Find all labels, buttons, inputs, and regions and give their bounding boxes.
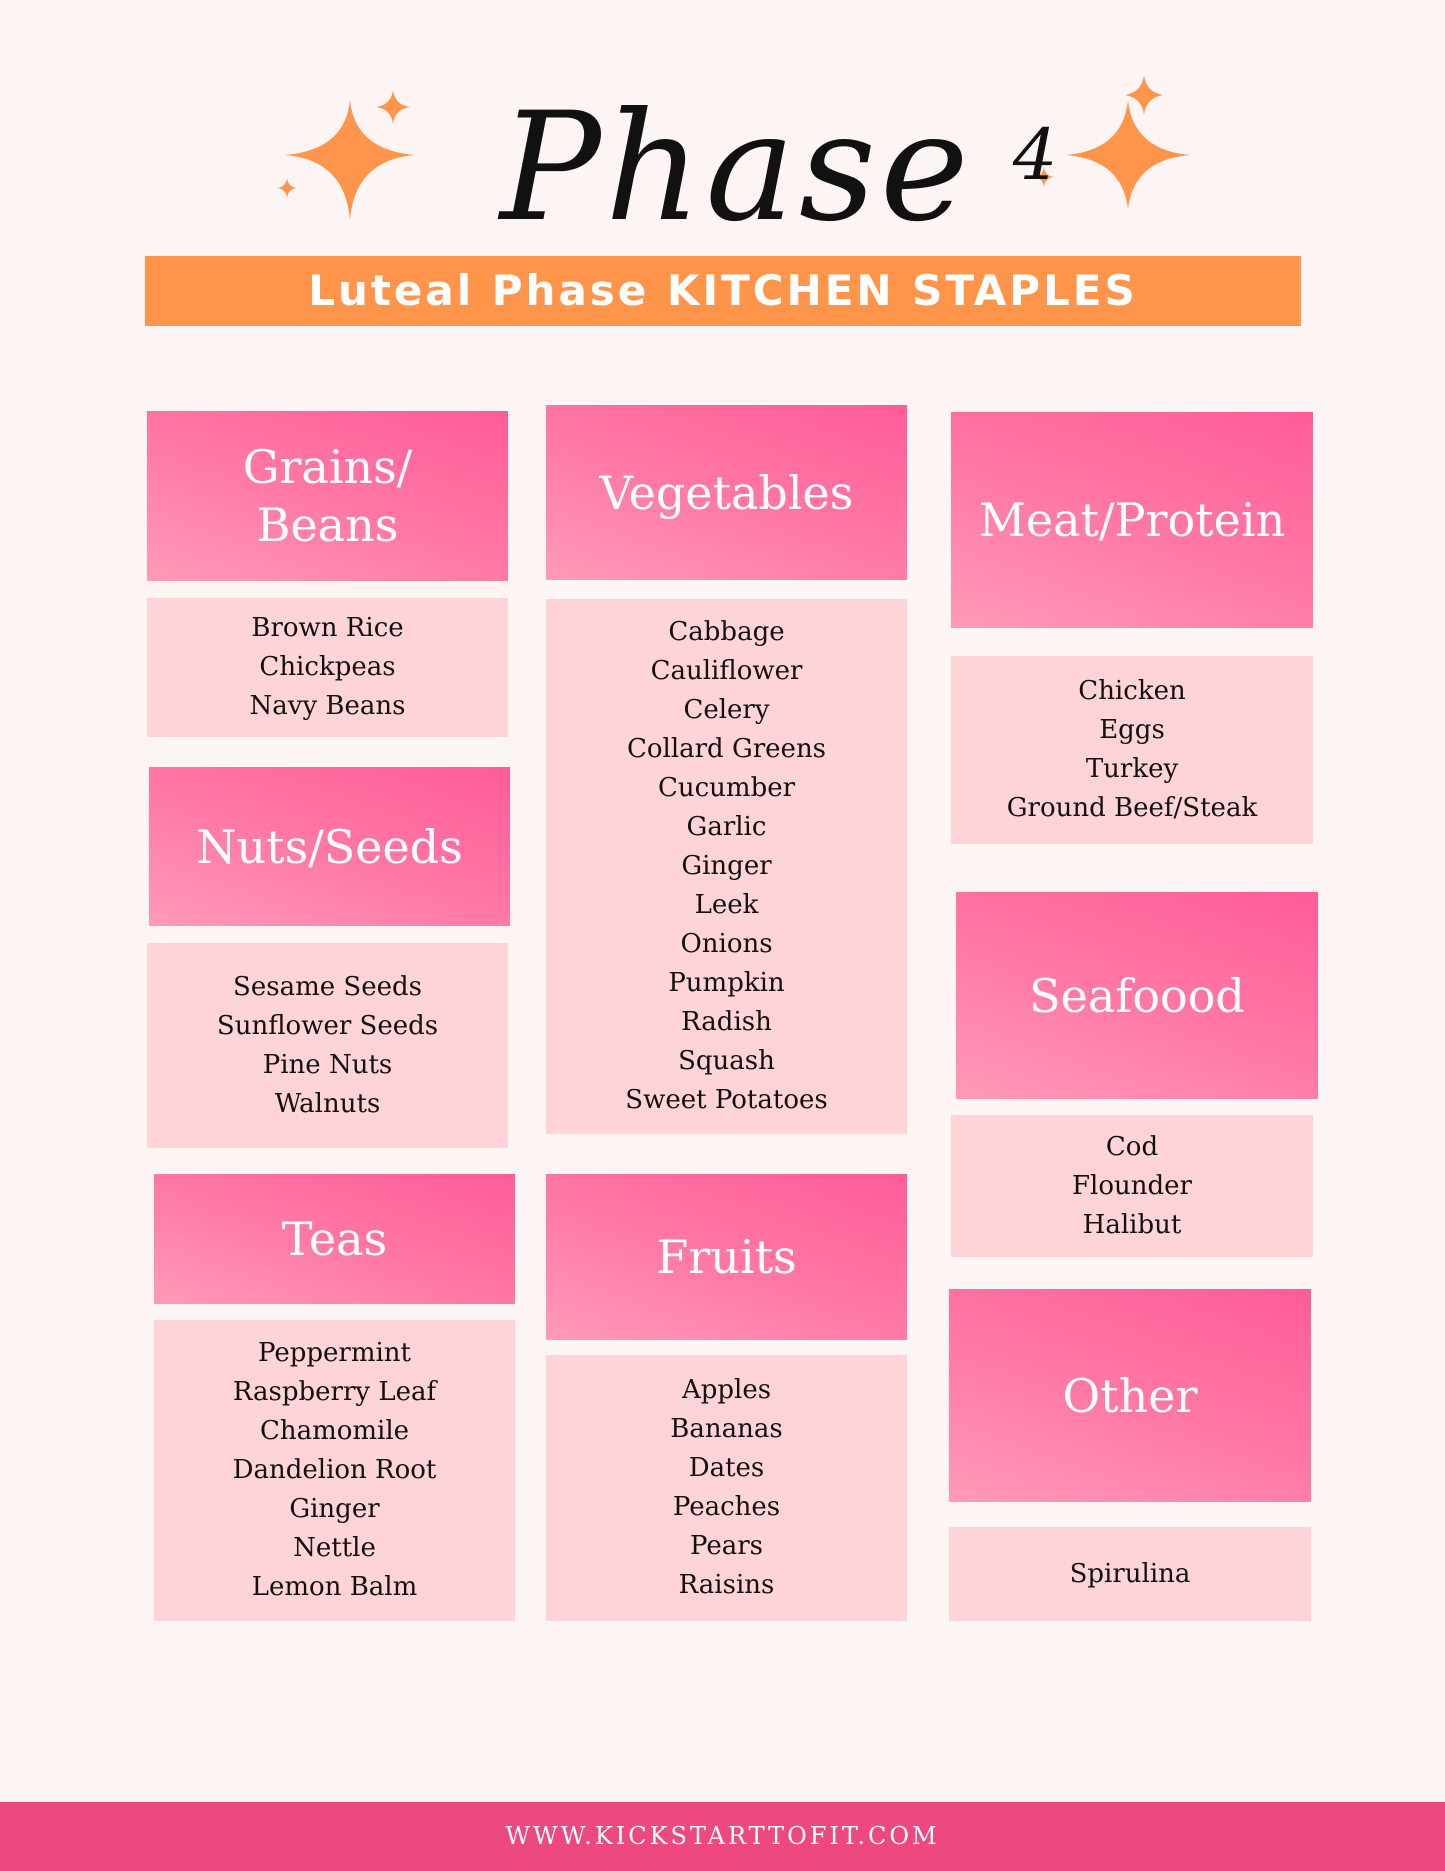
category-list-grains <box>147 598 508 737</box>
category-header-grains: Grains/ Beans <box>147 411 508 581</box>
list-item: Sunflower Seeds <box>216 1010 439 1041</box>
list-item: Turkey <box>1085 754 1179 784</box>
list-item: Sesame Seeds <box>233 971 422 1002</box>
sparkle-icon <box>1066 100 1190 210</box>
category-list-teas <box>154 1320 515 1621</box>
footer-website: WWW.KICKSTARTTOFIT.COM <box>0 1802 1445 1871</box>
list-item: Cauliflower <box>650 656 803 686</box>
list-item: Eggs <box>1099 715 1165 745</box>
list-item: Peaches <box>672 1492 781 1522</box>
list-item: Chicken <box>1078 676 1186 706</box>
category-list-nuts <box>147 943 508 1148</box>
list-item: Nettle <box>293 1533 376 1563</box>
sparkle-icon <box>277 178 297 198</box>
category-header-teas: Teas <box>154 1174 515 1304</box>
list-item: Cabbage <box>668 617 785 647</box>
list-item: Halibut <box>1082 1209 1182 1240</box>
list-item: Walnuts <box>274 1088 381 1119</box>
category-header-fruits: Fruits <box>546 1174 907 1340</box>
list-item: Collard Greens <box>626 734 827 764</box>
list-item: Raspberry Leaf <box>232 1377 437 1407</box>
category-list-other <box>949 1527 1311 1621</box>
list-item: Onions <box>680 929 773 959</box>
sparkle-icon <box>1125 75 1163 115</box>
sparkle-icon <box>285 100 415 220</box>
list-item: Pumpkin <box>668 968 785 998</box>
category-list-fruits <box>546 1355 907 1621</box>
list-item: Apples <box>681 1375 772 1405</box>
list-item: Radish <box>681 1007 772 1037</box>
category-header-other: Other <box>949 1289 1311 1502</box>
list-item: Pears <box>690 1531 763 1561</box>
category-list-seafood <box>951 1115 1313 1257</box>
list-item: Bananas <box>670 1414 783 1444</box>
list-item: Raisins <box>678 1570 775 1600</box>
list-item: Garlic <box>686 812 767 842</box>
list-item: Chickpeas <box>259 652 396 682</box>
list-item: Dates <box>688 1453 765 1483</box>
title-number: 4 <box>1012 114 1062 196</box>
list-item: Cod <box>1105 1131 1159 1162</box>
sparkle-icon <box>265 80 435 230</box>
list-item: Ginger <box>289 1494 380 1524</box>
category-header-nuts: Nuts/Seeds <box>149 767 510 926</box>
sparkle-icon <box>376 90 410 124</box>
list-item: Leek <box>694 890 759 920</box>
list-item: Flounder <box>1072 1170 1192 1201</box>
list-item: Celery <box>683 695 770 725</box>
list-item: Lemon Balm <box>251 1572 418 1602</box>
list-item: Dandelion Root <box>232 1455 437 1485</box>
title-word: Phase <box>500 81 973 255</box>
category-header-meat: Meat/Protein <box>951 412 1313 628</box>
list-item: Brown Rice <box>251 613 404 643</box>
list-item: Sweet Potatoes <box>625 1085 828 1115</box>
list-item: Chamomile <box>259 1416 410 1446</box>
list-item: Squash <box>678 1046 775 1076</box>
list-item: Spirulina <box>1069 1558 1191 1589</box>
category-list-vegetables <box>546 599 907 1134</box>
category-header-seafood: Seafoood <box>956 892 1318 1099</box>
list-item: Navy Beans <box>249 691 406 721</box>
list-item: Peppermint <box>258 1338 411 1368</box>
list-item: Ground Beef/Steak <box>1006 793 1258 823</box>
page-title <box>500 60 1062 255</box>
category-list-meat <box>951 656 1313 844</box>
list-item: Pine Nuts <box>262 1049 393 1080</box>
category-header-vegetables: Vegetables <box>546 405 907 580</box>
subtitle-banner: Luteal Phase KITCHEN STAPLES <box>145 256 1301 326</box>
list-item: Cucumber <box>657 773 796 803</box>
list-item: Ginger <box>681 851 772 881</box>
